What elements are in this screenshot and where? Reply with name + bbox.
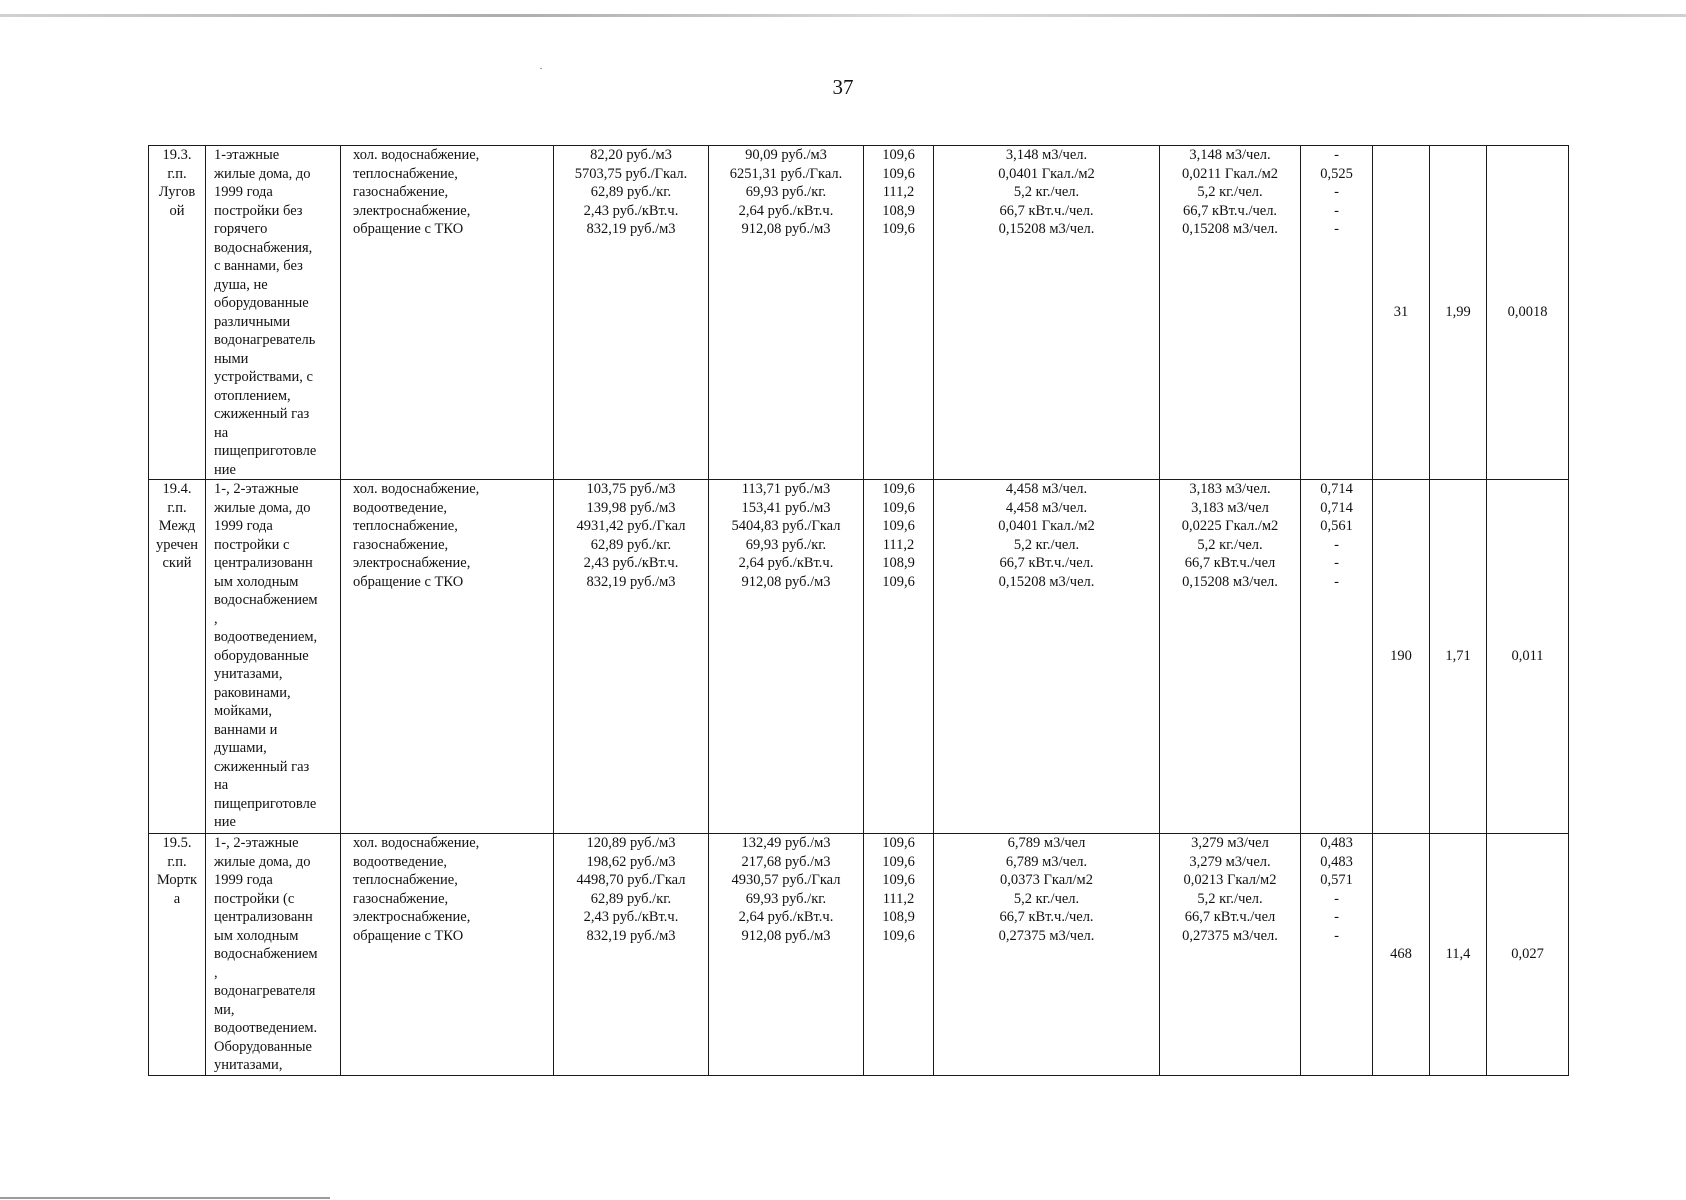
cell-line: 19.4. (162, 481, 192, 497)
cell-line: 62,89 руб./кг. (590, 536, 672, 553)
cell-line: 4930,57 руб./Гкал (731, 872, 841, 888)
cell-line: обращение с ТКО (353, 573, 464, 590)
cell-line: 66,7 кВт.ч./чел. (1182, 202, 1278, 219)
cell-line: 832,19 руб./м3 (586, 927, 676, 944)
cell-line: Межд (158, 518, 196, 534)
count-cell: 190 (1373, 480, 1430, 834)
cell-line: 2,64 руб./кВт.ч. (738, 909, 834, 925)
cell-line: 198,62 руб./м3 (586, 853, 676, 870)
page-number: 37 (832, 75, 854, 99)
cell-line: ым холодным (214, 573, 299, 590)
cell-line: г.п. (167, 165, 187, 182)
cell-line: 6,789 м3/чел. (1005, 853, 1088, 870)
cell-line: 66,7 кВт.ч./чел. (999, 909, 1094, 925)
cell-line: 109,6 (882, 499, 915, 516)
cell-line: на (214, 777, 229, 793)
cell-line: 1-, 2-этажные (214, 835, 299, 851)
cell-line: отоплением, (214, 387, 291, 404)
cell-line: горячего (214, 221, 268, 237)
cell-line: электроснабжение, (353, 202, 471, 219)
cell-line: 108,9 (882, 555, 915, 571)
cell-line: 19.5. (162, 835, 192, 851)
cell-line: 0,714 (1320, 481, 1353, 497)
cell-line: ние (214, 461, 236, 478)
cell-line: 0,15208 м3/чел. (1182, 573, 1278, 590)
cell-line: 5404,83 руб./Гкал (731, 518, 841, 534)
cell-line: - (1334, 573, 1339, 590)
row-number-cell (149, 834, 206, 1076)
cell-line: 3,148 м3/чел. (1005, 147, 1088, 163)
scan-edge-bottom (0, 1197, 330, 1199)
cell-line: - (1334, 555, 1339, 571)
cell-line: 3,279 м3/чел (1191, 835, 1269, 851)
cell-line: 4931,42 руб./Гкал (576, 518, 686, 534)
cell-line: с ваннами, без (214, 258, 303, 274)
cell-line: 82,20 руб./м3 (590, 147, 672, 163)
norm-old-cell (934, 146, 1160, 480)
tariff-new-cell (709, 480, 864, 834)
cell-line: 153,41 руб./м3 (741, 499, 831, 516)
cell-line: 5,2 кг./чел. (1197, 184, 1263, 200)
cell-line: постройки (с (214, 890, 295, 907)
cell-line: 66,7 кВт.ч./чел. (999, 555, 1094, 571)
cell-line: 0,483 (1320, 835, 1353, 851)
cell-line: 912,08 руб./м3 (741, 927, 831, 944)
cell-line: 1-, 2-этажные (214, 481, 299, 497)
cell-line: 109,6 (882, 835, 915, 851)
cell-line: 1999 года (214, 184, 273, 200)
cell-line: 109,6 (882, 481, 915, 497)
cell-line: 6251,31 руб./Гкал. (729, 165, 843, 182)
cell-line: Мортк (156, 872, 198, 888)
cell-line: - (1334, 890, 1339, 907)
row-number-cell (149, 480, 206, 834)
housing-type-cell (206, 834, 341, 1076)
cell-line: 109,6 (882, 872, 915, 888)
cell-line: 2,64 руб./кВт.ч. (738, 555, 834, 571)
tariff-old-cell (554, 480, 709, 834)
cell-line: 108,9 (882, 202, 915, 219)
cell-line: электроснабжение, (353, 909, 471, 925)
cell-line: 69,93 руб./кг. (745, 184, 827, 200)
cell-line: на (214, 424, 229, 441)
cell-line: пищеприготовле (214, 443, 317, 459)
row-number-cell (149, 146, 206, 480)
cell-line: душами, (214, 740, 267, 756)
cell-line: водоснабжения, (214, 239, 313, 256)
cell-line: 108,9 (882, 909, 915, 925)
cell-line: обращение с ТКО (353, 927, 464, 944)
cell-line: 5703,75 руб./Гкал. (574, 165, 688, 182)
cell-line: 62,89 руб./кг. (590, 890, 672, 907)
cell-line: - (1334, 909, 1339, 925)
cell-line: ми, (214, 1001, 235, 1018)
cell-line: различными (214, 313, 291, 330)
cell-line: ым холодным (214, 927, 299, 944)
cell-line: постройки без (214, 202, 303, 219)
norm-old-cell (934, 834, 1160, 1076)
cell-line: жилые дома, до (214, 165, 311, 182)
cell-line: а (173, 890, 181, 907)
cell-line: сжиженный газ (214, 758, 310, 775)
cell-line: 109,6 (882, 221, 915, 237)
cell-line: г.п. (167, 499, 187, 516)
norm-new-cell (1160, 146, 1301, 480)
cell-line: газоснабжение, (353, 184, 449, 200)
cell-line: 90,09 руб./м3 (745, 147, 827, 163)
cell-line: 0,15208 м3/чел. (1182, 221, 1278, 237)
cell-line: - (1334, 147, 1339, 163)
cell-line: 69,93 руб./кг. (745, 890, 827, 907)
cell-line: 66,7 кВт.ч./чел. (999, 202, 1094, 219)
index-cell (864, 480, 934, 834)
cell-line: водоотведение, (353, 853, 448, 870)
cell-line: 109,6 (882, 573, 915, 590)
cell-line: 139,98 руб./м3 (586, 499, 676, 516)
cell-line: 0,0225 Гкал./м2 (1181, 518, 1279, 534)
cell-line: оборудованные (214, 295, 309, 311)
cell-line: 0,0373 Гкал/м2 (1000, 872, 1093, 888)
cell-line: теплоснабжение, (353, 165, 458, 182)
cell-line: мойками, (214, 703, 273, 719)
cell-line: 217,68 руб./м3 (741, 853, 831, 870)
cell-line: 111,2 (882, 536, 915, 553)
cell-line: 1999 года (214, 872, 273, 888)
cell-line: 5,2 кг./чел. (1197, 536, 1263, 553)
cell-line: - (1334, 536, 1339, 553)
value2-cell: 0,0018 (1487, 146, 1569, 480)
cell-line: водонагревателя (214, 983, 316, 999)
cell-line: г.п. (167, 853, 187, 870)
table-row (149, 480, 1569, 834)
cell-line: 0,15208 м3/чел. (998, 573, 1095, 590)
cell-line: теплоснабжение, (353, 872, 458, 888)
cell-line: 912,08 руб./м3 (741, 221, 831, 237)
cell-line: 0,714 (1320, 499, 1353, 516)
housing-type-cell (206, 480, 341, 834)
table-row (149, 146, 1569, 480)
cell-line: 4,458 м3/чел. (1005, 481, 1088, 497)
count-cell: 31 (1373, 146, 1430, 480)
cell-line: оборудованные (214, 647, 309, 664)
cell-line: газоснабжение, (353, 536, 449, 553)
coefficient-cell (1301, 480, 1373, 834)
cell-line: хол. водоснабжение, (353, 835, 480, 851)
cell-line: электроснабжение, (353, 555, 471, 571)
cell-line: 5,2 кг./чел. (1013, 536, 1080, 553)
value2-cell: 0,027 (1487, 834, 1569, 1076)
cell-line: 6,789 м3/чел (1007, 835, 1086, 851)
coefficient-cell (1301, 834, 1373, 1076)
cell-line: водонагреватель (214, 332, 316, 348)
cell-line: хол. водоснабжение, (353, 481, 480, 497)
cell-line: унитазами, (214, 1057, 283, 1073)
cell-line: 62,89 руб./кг. (590, 184, 672, 200)
cell-line: Лугов (158, 184, 196, 200)
cell-line: 113,71 руб./м3 (741, 481, 831, 497)
cell-line: 0,27375 м3/чел. (998, 927, 1095, 944)
cell-line: 2,43 руб./кВт.ч. (583, 909, 679, 925)
cell-line: 5,2 кг./чел. (1197, 890, 1263, 907)
cell-line: 0,0213 Гкал/м2 (1183, 872, 1277, 888)
cell-line: водоснабжением (214, 946, 318, 962)
cell-line: , (214, 610, 218, 627)
services-cell (341, 480, 554, 834)
tariff-new-cell (709, 146, 864, 480)
cell-line: жилые дома, до (214, 499, 311, 516)
cell-line: 69,93 руб./кг. (745, 536, 827, 553)
tariff-old-cell (554, 834, 709, 1076)
cell-line: 0,571 (1320, 872, 1353, 888)
cell-line: 912,08 руб./м3 (741, 573, 831, 590)
cell-line: ными (214, 350, 249, 367)
cell-line: водоотведением, (214, 629, 318, 645)
value1-cell: 1,71 (1430, 480, 1487, 834)
cell-line: 2,43 руб./кВт.ч. (583, 202, 679, 219)
cell-line: постройки с (214, 536, 290, 553)
value1-cell: 11,4 (1430, 834, 1487, 1076)
cell-line: - (1334, 927, 1339, 944)
cell-line: 3,279 м3/чел. (1189, 853, 1271, 870)
cell-line: - (1334, 184, 1339, 200)
cell-line: 0,483 (1320, 853, 1353, 870)
cell-line: устройствами, с (214, 369, 313, 385)
cell-line: ой (169, 202, 185, 219)
cell-line: 109,6 (882, 165, 915, 182)
cell-line: 19.3. (162, 147, 192, 163)
cell-line: уречен (155, 536, 199, 553)
cell-line: 111,2 (882, 890, 915, 907)
cell-line: 109,6 (882, 927, 915, 944)
cell-line: Оборудованные (214, 1038, 312, 1055)
cell-line: 120,89 руб./м3 (586, 835, 676, 851)
cell-line: пищеприготовле (214, 795, 317, 812)
cell-line: жилые дома, до (214, 853, 311, 870)
cell-line: 109,6 (882, 518, 915, 534)
cell-line: 3,183 м3/чел (1191, 499, 1269, 516)
cell-line: ние (214, 814, 236, 830)
cell-line: унитазами, (214, 666, 283, 682)
count-cell: 468 (1373, 834, 1430, 1076)
cell-line: ваннами и (214, 721, 278, 738)
cell-line: 0,525 (1320, 165, 1353, 182)
cell-line: водоотведение, (353, 499, 448, 516)
cell-line: 132,49 руб./м3 (741, 835, 831, 851)
cell-line: , (214, 964, 218, 981)
scan-edge-top (0, 14, 1686, 17)
norm-old-cell (934, 480, 1160, 834)
cell-line: обращение с ТКО (353, 221, 464, 237)
table-row (149, 834, 1569, 1076)
services-cell (341, 146, 554, 480)
norm-new-cell (1160, 834, 1301, 1076)
cell-line: раковинами, (214, 684, 291, 701)
cell-line: 2,64 руб./кВт.ч. (738, 202, 834, 219)
cell-line: 66,7 кВт.ч./чел (1184, 909, 1276, 925)
cell-line: 0,0401 Гкал./м2 (998, 518, 1095, 534)
cell-line: ский (162, 555, 192, 571)
cell-line: 111,2 (882, 184, 915, 200)
norm-new-cell (1160, 480, 1301, 834)
cell-line: 832,19 руб./м3 (586, 221, 676, 237)
coefficient-cell (1301, 146, 1373, 480)
index-cell (864, 146, 934, 480)
cell-line: 0,561 (1320, 518, 1353, 534)
cell-line: 1999 года (214, 518, 273, 534)
cell-line: 66,7 кВт.ч./чел (1184, 555, 1276, 571)
cell-line: - (1334, 202, 1339, 219)
cell-line: хол. водоснабжение, (353, 147, 480, 163)
tariff-table (148, 145, 1569, 1076)
cell-line: 3,183 м3/чел. (1189, 481, 1271, 497)
cell-line: 1-этажные (214, 147, 280, 163)
cell-line: душа, не (214, 276, 268, 293)
tariff-new-cell (709, 834, 864, 1076)
tariff-old-cell (554, 146, 709, 480)
index-cell (864, 834, 934, 1076)
services-cell (341, 834, 554, 1076)
cell-line: 5,2 кг./чел. (1013, 184, 1080, 200)
cell-line: газоснабжение, (353, 890, 449, 907)
cell-line: 2,43 руб./кВт.ч. (583, 555, 679, 571)
value2-cell: 0,011 (1487, 480, 1569, 834)
cell-line: 4,458 м3/чел. (1005, 499, 1088, 516)
cell-line: 103,75 руб./м3 (586, 481, 676, 497)
cell-line: сжиженный газ (214, 406, 310, 422)
cell-line: 109,6 (882, 853, 915, 870)
cell-line: 832,19 руб./м3 (586, 573, 676, 590)
cell-line: 0,15208 м3/чел. (998, 221, 1095, 237)
cell-line: 0,0401 Гкал./м2 (998, 165, 1095, 182)
cell-line: 3,148 м3/чел. (1189, 147, 1271, 163)
cell-line: 4498,70 руб./Гкал (576, 872, 686, 888)
cell-line: - (1334, 221, 1339, 237)
cell-line: теплоснабжение, (353, 518, 458, 534)
housing-type-cell (206, 146, 341, 480)
cell-line: водоснабжением (214, 592, 318, 608)
cell-line: централизованн (214, 555, 313, 571)
cell-line: 109,6 (882, 147, 915, 163)
cell-line: водоотведением. (214, 1020, 318, 1036)
cell-line: централизованн (214, 909, 313, 925)
cell-line: 0,0211 Гкал./м2 (1181, 165, 1279, 182)
cell-line: 5,2 кг./чел. (1013, 890, 1080, 907)
value1-cell: 1,99 (1430, 146, 1487, 480)
cell-line: 0,27375 м3/чел. (1182, 927, 1278, 944)
scan-speck (540, 68, 542, 69)
